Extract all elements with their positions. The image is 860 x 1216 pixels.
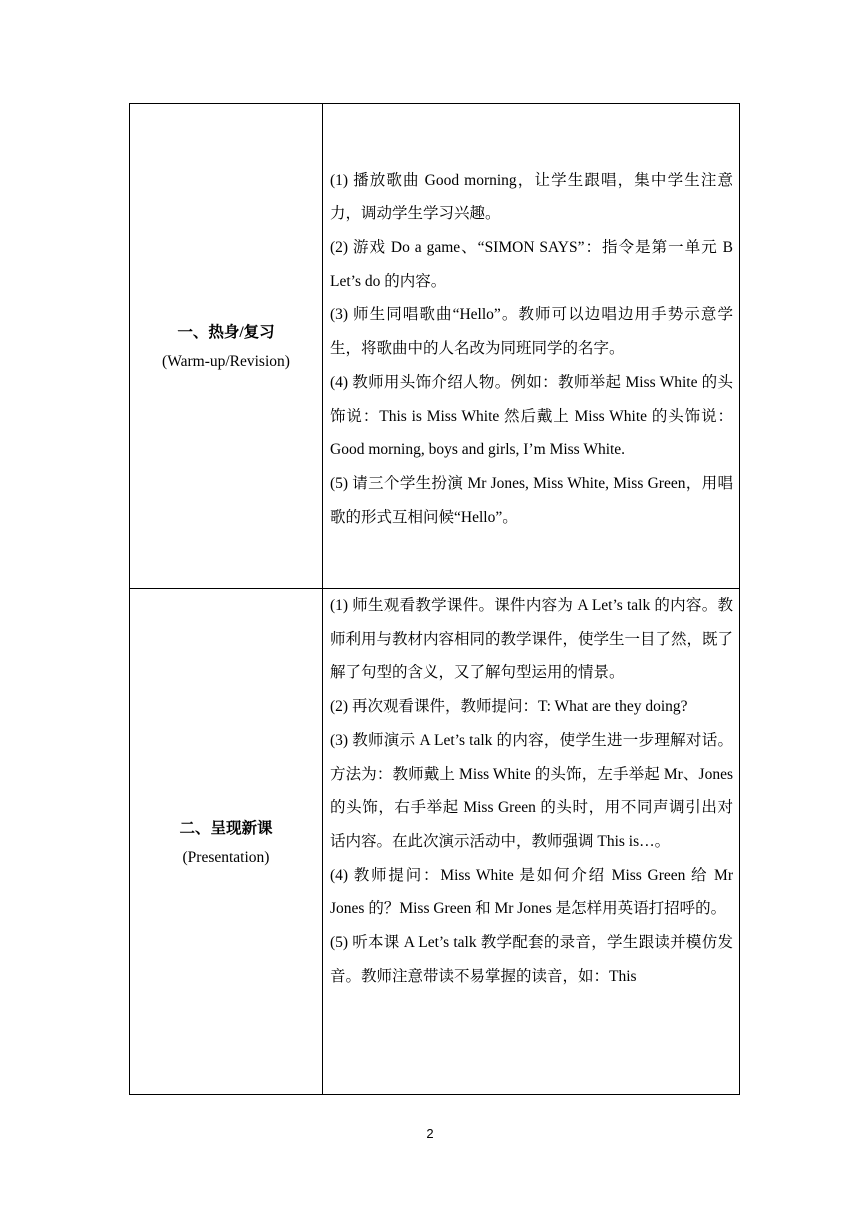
stage-title: 一、热身/复习 — [177, 324, 275, 341]
step-paragraph: (2) 再次观看课件，教师提问：T: What are they doing? — [330, 698, 688, 716]
content-cell-warmup — [323, 104, 740, 589]
stage-subtitle: (Warm-up/Revision) — [162, 353, 290, 370]
stage-cell-presentation — [130, 589, 323, 1095]
stage-subtitle: (Presentation) — [182, 848, 270, 866]
step-paragraph: (5) 请三个学生扮演 Mr Jones, Miss White, Miss Green，用唱歌的形式互相问候“Hello”。 — [330, 474, 733, 526]
stage-cell-warmup — [130, 104, 323, 589]
step-paragraph: (5) 听本课 A Let’s talk 教学配套的录音，学生跟读并模仿发音。教师注意带读不易掌握的读音，如：This — [330, 934, 733, 985]
step-paragraph: (1) 播放歌曲 Good morning，让学生跟唱，集中学生注意力，调动学生学习兴趣。 — [330, 171, 733, 223]
step-paragraph: (2) 游戏 Do a game、“SIMON SAYS”：指令是第一单元 B Let’s do 的内容。 — [330, 239, 733, 290]
step-paragraph: (1) 师生观看教学课件。课件内容为 A Let’s talk 的内容。教师利用与教材内容相同的教学课件，使学生一目了然，既了解了句型的含义，又了解句型运用的情景。 — [330, 597, 734, 682]
step-paragraph: (3) 教师演示 A Let’s talk 的内容，使学生进一步理解对话。方法为：教师戴上 Miss White 的头饰，左手举起 Mr、Jones 的头饰，右手举起 Miss Green 的头时，用不同声调引出对话内容。在此次演示活动中，教师强调 This is…。 — [330, 731, 733, 850]
lesson-plan-table — [129, 103, 740, 1095]
step-paragraph: (4) 教师提问：Miss White 是如何介绍 Miss Green 给 Mr Jones 的？Miss Green 和 Mr Jones 是怎样用英语打招呼的。 — [330, 866, 733, 918]
step-paragraph: (3) 师生同唱歌曲“Hello”。教师可以边唱边用手势示意学生，将歌曲中的人名改为同班同学的名字。 — [330, 306, 733, 358]
table-row-presentation — [130, 589, 740, 1095]
page-number: 2 — [426, 1126, 434, 1141]
stage-title: 二、呈现新课 — [179, 819, 273, 837]
content-cell-presentation — [323, 589, 740, 1095]
table-row-warmup — [130, 104, 740, 589]
step-paragraph: (4) 教师用头饰介绍人物。例如：教师举起 Miss White 的头饰说：This is Miss White 然后戴上 Miss White 的头饰说：Good morning, boys and girls, I’m Miss White. — [330, 373, 733, 459]
